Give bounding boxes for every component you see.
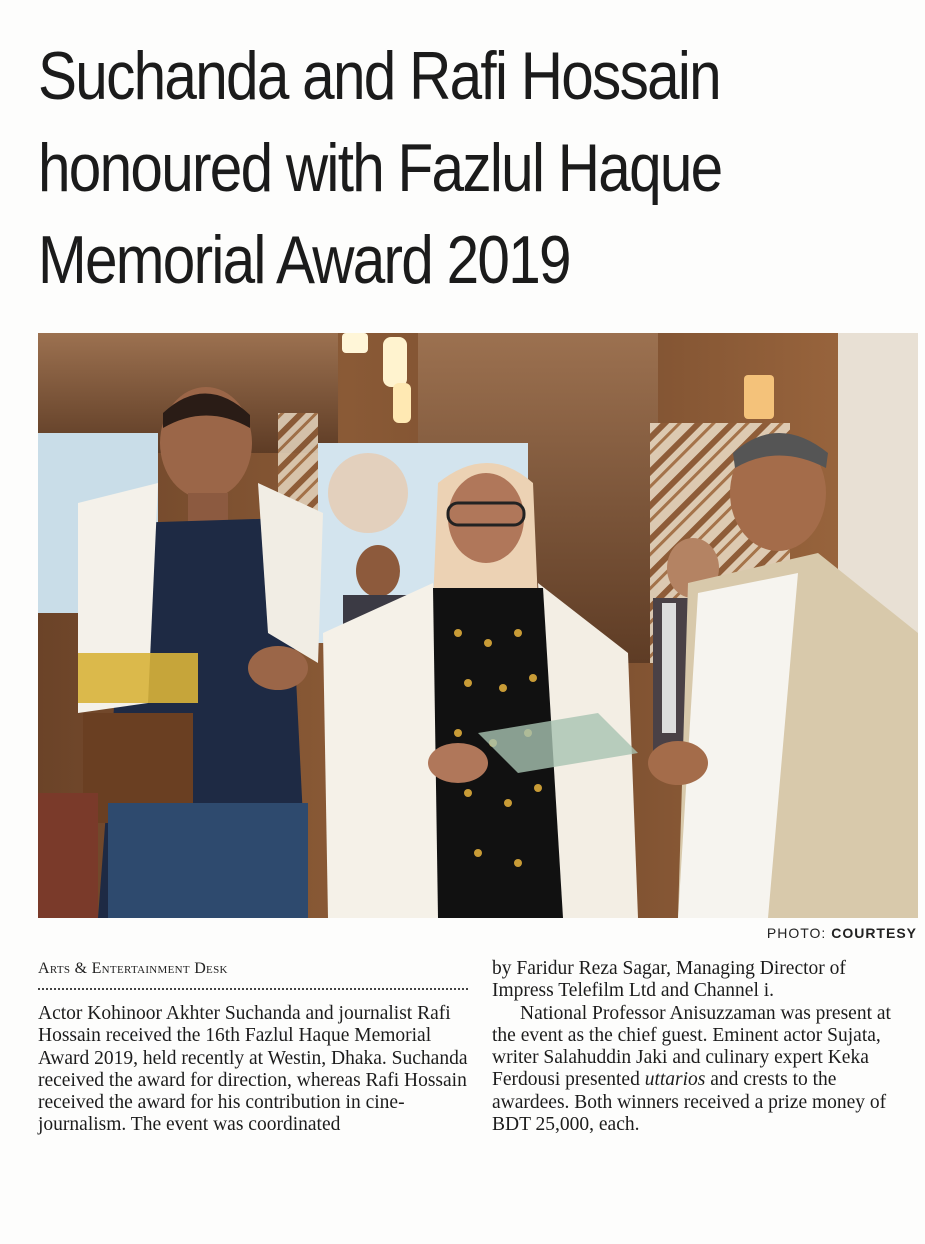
desk-byline: Arts & Entertainment Desk — [38, 960, 228, 977]
headline-line-2: honoured with Fazlul Haque — [38, 130, 722, 206]
headline — [38, 30, 898, 306]
article-column-2 — [492, 958, 912, 1136]
byline-divider — [38, 988, 468, 990]
article-column-1 — [38, 1003, 470, 1137]
article-paragraph-2-end: and crests to the awardees. Both winners received a prize money of BDT 25,000, each. — [492, 1069, 887, 1136]
photo-credit — [767, 925, 917, 941]
headline-line-1: Suchanda and Rafi Hossain — [38, 38, 720, 114]
headline-line-3: Memorial Award 2019 — [38, 222, 570, 298]
article-paragraph-2-start: National Professor Anisuzzaman was present at the event as the chief guest. Eminent actor Sujata, writer Salahuddin Jaki and culinary expert Keka Ferdousi presented — [492, 1002, 891, 1091]
photo-credit-label: PHOTO: — [766, 925, 827, 941]
photo-credit-value: COURTESY — [831, 925, 917, 941]
award-photo — [38, 333, 918, 918]
article-paragraph-1-continued: by Faridur Reza Sagar, Managing Director of Impress Telefilm Ltd and Channel i. — [492, 958, 846, 1002]
article-paragraph-2 — [492, 1003, 912, 1137]
article-paragraph-1: Actor Kohinoor Akhter Suchanda and journalist Rafi Hossain received the 16th Fazlul Haque Memorial Award 2019, held recently at Westin, Dhaka. Suchanda received the award for direction, whereas Rafi Hossain received the award for his contribution in cine-journalism. The event was coordinated — [38, 1003, 468, 1136]
article-italic-term: uttarios — [644, 1069, 706, 1091]
